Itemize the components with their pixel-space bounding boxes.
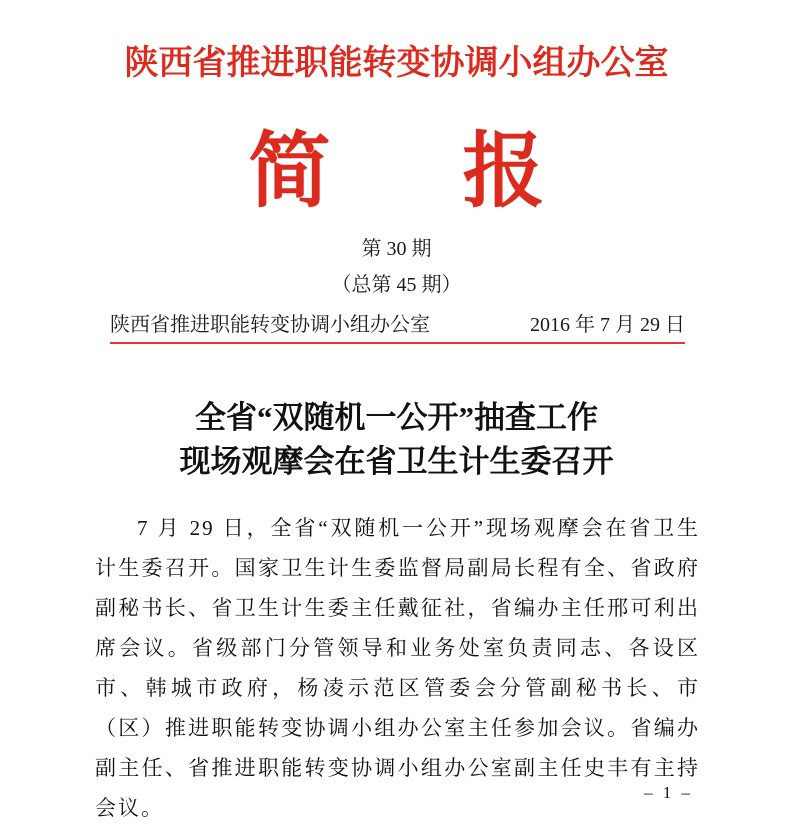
publisher-name: 陕西省推进职能转变协调小组办公室: [110, 313, 430, 336]
issue-total-number: （总第 45 期）: [331, 273, 462, 296]
article-title-line1: 全省“双随机一公开”抽查工作: [195, 399, 598, 435]
publisher-date-row: [110, 313, 685, 337]
article-body-paragraph: 7 月 29 日，全省“双随机一公开”现场观摩会在省卫生计生委召开。国家卫生计生委监督局副局长程有全、省政府副秘书长、省卫生计生委主任戴征社，省编办主任邢可利出席会议。省级部门分管领导和业务处室负责同志、各设区市、韩城市政府，杨凌示范区管委会分管副秘书长、市（区）推进职能转变协调小组办公室主任参加会议。省编办副主任、省推进职能转变协调小组办公室副主任史丰有主持会议。: [95, 515, 700, 820]
publication-date: 2016 年 7 月 29 日: [530, 313, 685, 336]
issue-number: 第 30 期: [361, 237, 432, 260]
red-divider-rule: [110, 342, 685, 344]
bulletin-title: [0, 125, 793, 217]
article-title: [0, 396, 793, 484]
masthead-office-title: 陕西省推进职能转变协调小组办公室: [124, 45, 669, 82]
page-number: – 1 –: [644, 783, 693, 802]
bulletin-title-char-left: 简: [248, 125, 331, 217]
article-title-line2: 现场观摩会在省卫生计生委召开: [179, 443, 614, 479]
bulletin-title-char-right: 报: [462, 125, 545, 217]
